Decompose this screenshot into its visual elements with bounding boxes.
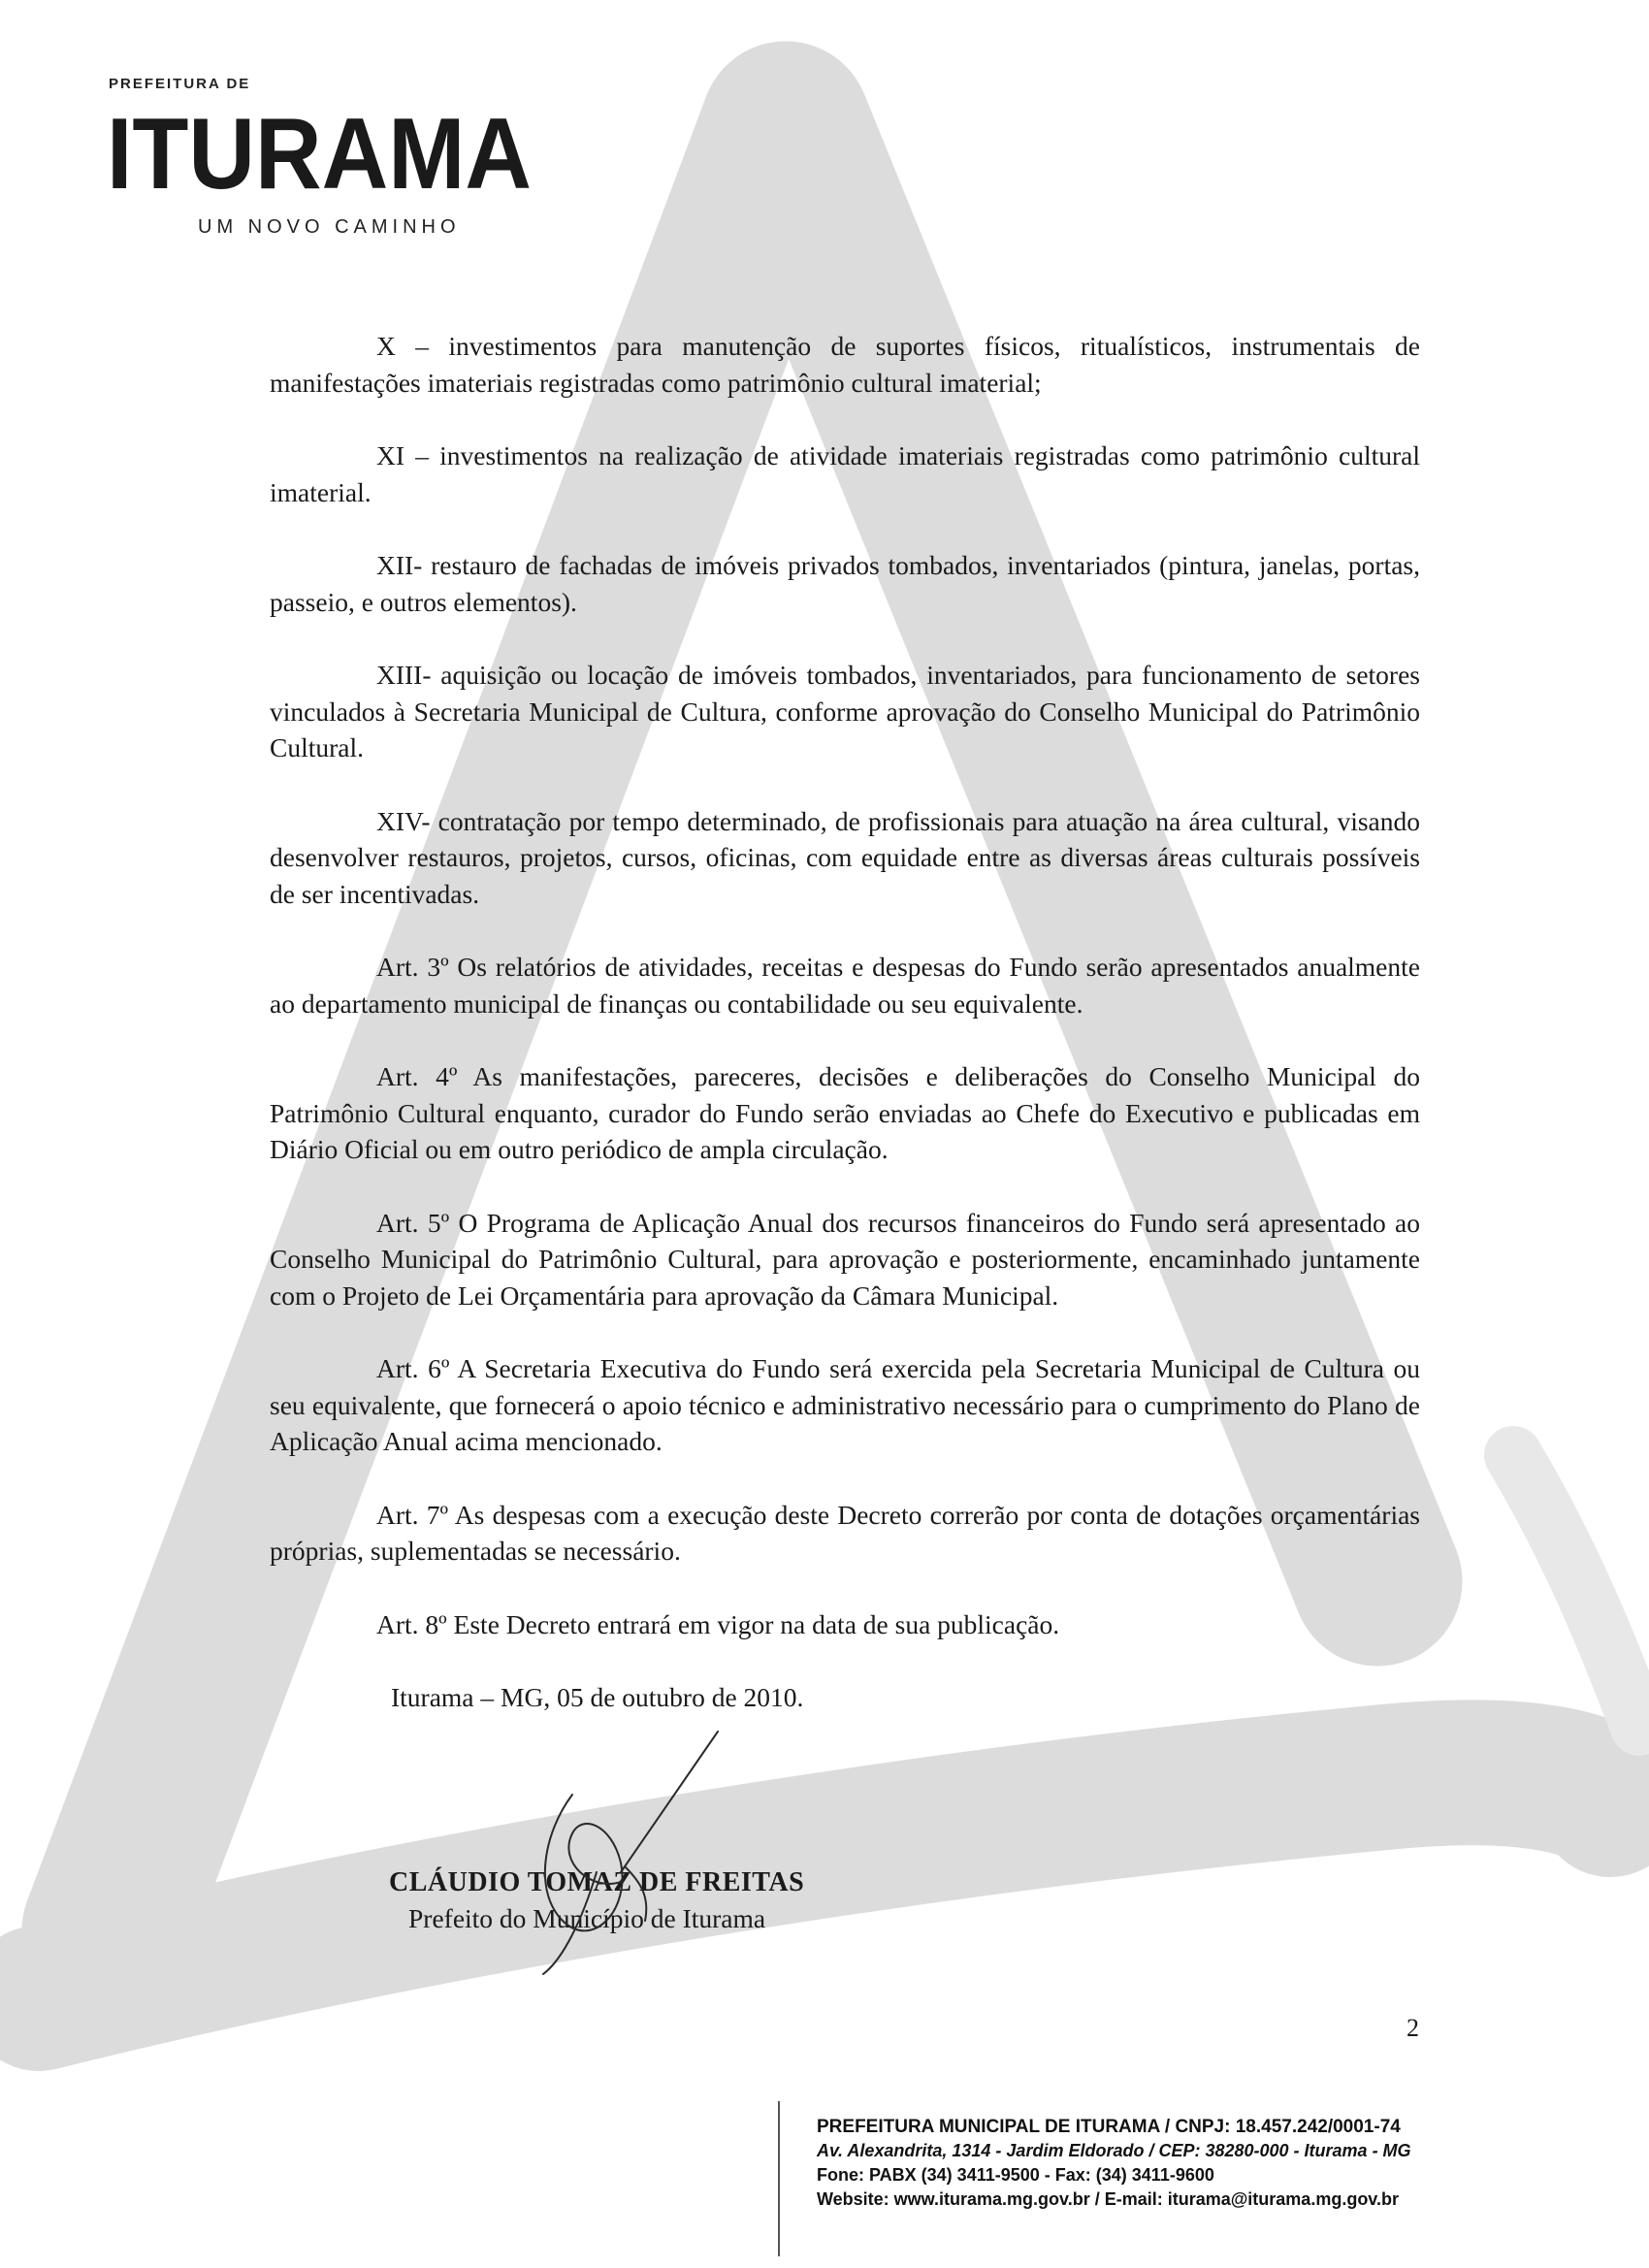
paragraph-art-4: Art. 4º As manifestações, pareceres, decisões e deliberações do Conselho Municipal do Patrimônio Cultural enquanto, curador do Fundo serão enviadas ao Chefe do Executivo e publicadas em Diário Oficial ou em outro periódico de ampla circulação. [270,1061,1420,1164]
iturama-logo [107,91,534,208]
paragraph-art-8: Art. 8º Este Decreto entrará em vigor na data de sua publicação. [376,1608,1060,1639]
signatory-role: Prefeito do Município de Iturama [408,1903,766,1933]
footer-divider [778,2101,780,2256]
letterhead-prefix: PREFEITURA DE [109,76,251,92]
paragraph-art-5: Art. 5º O Programa de Aplicação Anual dos recursos financeiros do Fundo será apresentado ao Conselho Municipal do Patrimônio Cultural, para aprovação e posteriormente, encaminhado juntamente com o Projeto de Lei Orçamentária para aprovação da Câmara Municipal. [270,1207,1420,1311]
handwritten-signature [504,1727,757,1979]
paragraph-item-xiii: XIII- aquisição ou locação de imóveis tombados, inventariados, para funcionamento de setores vinculados à Secretaria Municipal de Cultura, conforme aprovação do Conselho Municipal do Patrimônio Cultural. [270,660,1420,762]
paragraph-item-x: X – investimentos para manutenção de suportes físicos, ritualísticos, instrumentais de manifestações imateriais registradas como patrimônio cultural imaterial; [270,331,1420,398]
letterhead-tagline: UM NOVO CAMINHO [198,216,461,238]
footer-phone: Fone: PABX (34) 3411-9500 - Fax: (34) 3411-9600 [817,2165,1214,2185]
paragraph-art-7: Art. 7º As despesas com a execução deste Decreto correrão por conta de dotações orçamentárias próprias, suplementadas se necessário. [270,1499,1420,1566]
paragraph-art-6: Art. 6º A Secretaria Executiva do Fundo será exercida pela Secretaria Municipal de Cultura ou seu equivalente, que fornecerá o apoio técnico e administrativo necessário para o cumprimento do Plano de Aplicação Anual acima mencionado. [270,1353,1420,1456]
paragraph-item-xii: XII- restauro de fachadas de imóveis privados tombados, inventariados (pintura, janelas, portas, passeio, e outros elementos). [270,550,1420,617]
logo-text: ITURAMA [107,98,532,208]
page-number: 2 [1406,2014,1419,2042]
footer-contact-block [817,2115,1411,2212]
paragraph-item-xi: XI – investimentos na realização de atividade imateriais registradas como patrimônio cultural imaterial. [270,440,1420,507]
footer-address: Av. Alexandrita, 1314 - Jardim Eldorado / CEP: 38280-000 - Iturama - MG [817,2141,1411,2160]
footer-web: Website: www.iturama.mg.gov.br / E-mail: iturama@iturama.mg.gov.br [817,2189,1399,2209]
document-body [270,328,1420,1716]
signatory-name: CLÁUDIO TOMAZ DE FREITAS [389,1867,805,1897]
footer-institution: PREFEITURA MUNICIPAL DE ITURAMA / CNPJ: 18.457.242/0001-74 [817,2117,1401,2137]
date-line: Iturama – MG, 05 de outubro de 2010. [391,1682,804,1712]
paragraph-item-xiv: XIV- contratação por tempo determinado, de profissionais para atuação na área cultural, visando desenvolver restauros, projetos, cursos, oficinas, com equidade entre as diversas áreas culturais possíveis de ser incentivadas. [270,805,1420,909]
paragraph-art-3: Art. 3º Os relatórios de atividades, receitas e despesas do Fundo serão apresentados anualmente ao departamento municipal de finanças ou contabilidade ou seu equivalente. [270,952,1420,1019]
letterhead [107,76,534,260]
